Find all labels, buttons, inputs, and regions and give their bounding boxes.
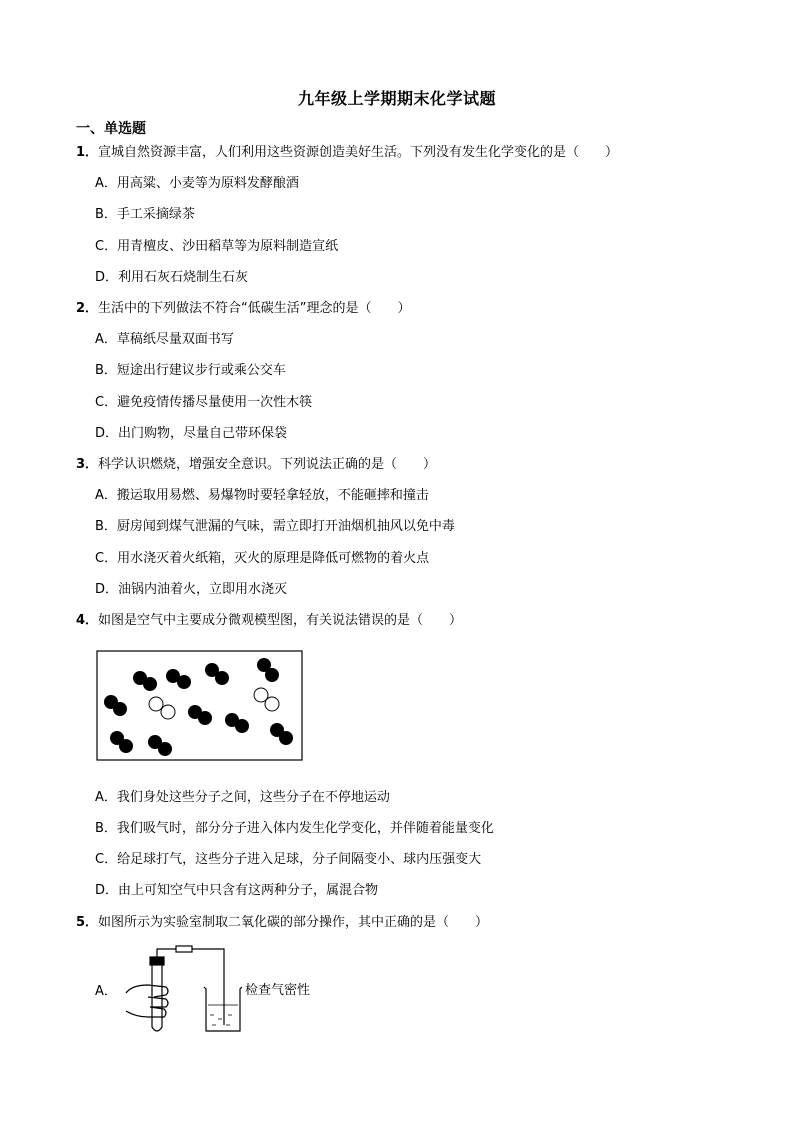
option-4a: A．我们身处这些分子之间，这些分子在不停地运动 [95, 790, 390, 805]
option-2b: B．短途出行建议步行或乘公交车 [95, 363, 286, 378]
section-heading: 一、单选题 [76, 121, 146, 137]
option-4d: D．由上可知空气中只含有这两种分子，属混合物 [95, 883, 379, 898]
question-text: 宣城自然资源丰富，人们利用这些资源创造美好生活。下列没有发生化学变化的是（ ） [98, 145, 619, 160]
question-5 [76, 914, 488, 932]
option-1d: D．利用石灰石烧制生石灰 [95, 270, 249, 285]
question-1 [76, 144, 618, 162]
figure-label: 检查气密性 [245, 983, 311, 998]
option-1a: A．用高粱、小麦等为原料发酵酿酒 [95, 176, 299, 191]
option-1b: B．手工采摘绿茶 [95, 207, 195, 222]
question-number: 3． [76, 457, 99, 472]
option-3c: C．用水浇灭着火纸箱，灭火的原理是降低可燃物的着火点 [95, 551, 430, 566]
question-number: 4． [76, 613, 99, 628]
option-3b: B．厨房闻到煤气泄漏的气味，需立即打开油烟机抽风以免中毒 [95, 519, 455, 534]
air-molecule-model-figure [96, 650, 304, 762]
question-4 [76, 612, 462, 630]
delivery-tube [157, 949, 224, 1025]
question-text: 如图所示为实验室制取二氧化碳的部分操作，其中正确的是（ ） [98, 915, 489, 930]
rubber-connector [176, 946, 192, 952]
option-4c: C．给足球打气，这些分子进入足球，分子间隔变小、球内压强变大 [95, 852, 482, 867]
question-text: 生活中的下列做法不符合“低碳生活”理念的是（ ） [98, 301, 411, 316]
question-2 [76, 300, 411, 318]
stopper [150, 957, 164, 965]
page-title: 九年级上学期期末化学试题 [297, 89, 496, 108]
option-3a: A．搬运取用易燃、易爆物时要轻拿轻放，不能砸摔和撞击 [95, 488, 429, 503]
option-2c: C．避免疫情传播尽量使用一次性木筷 [95, 395, 313, 410]
question-number: 5． [76, 915, 99, 930]
airtightness-apparatus-figure [118, 945, 248, 1037]
option-2a: A．草稿纸尽量双面书写 [95, 332, 234, 347]
question-number: 1． [76, 145, 99, 160]
option-1c: C．用青檀皮、沙田稻草等为原料制造宣纸 [95, 239, 339, 254]
option-5a: A． [95, 984, 117, 999]
question-text: 科学认识燃烧，增强安全意识。下列说法正确的是（ ） [98, 457, 437, 472]
question-number: 2． [76, 301, 99, 316]
beaker [204, 987, 242, 1031]
option-2d: D．出门购物，尽量自己带环保袋 [95, 426, 288, 441]
question-3 [76, 456, 436, 474]
option-4b: B．我们吸气时，部分分子进入体内发生化学变化，并伴随着能量变化 [95, 821, 494, 836]
question-text: 如图是空气中主要成分微观模型图，有关说法错误的是（ ） [98, 613, 463, 628]
option-3d: D．油锅内油着火，立即用水浇灭 [95, 582, 288, 597]
